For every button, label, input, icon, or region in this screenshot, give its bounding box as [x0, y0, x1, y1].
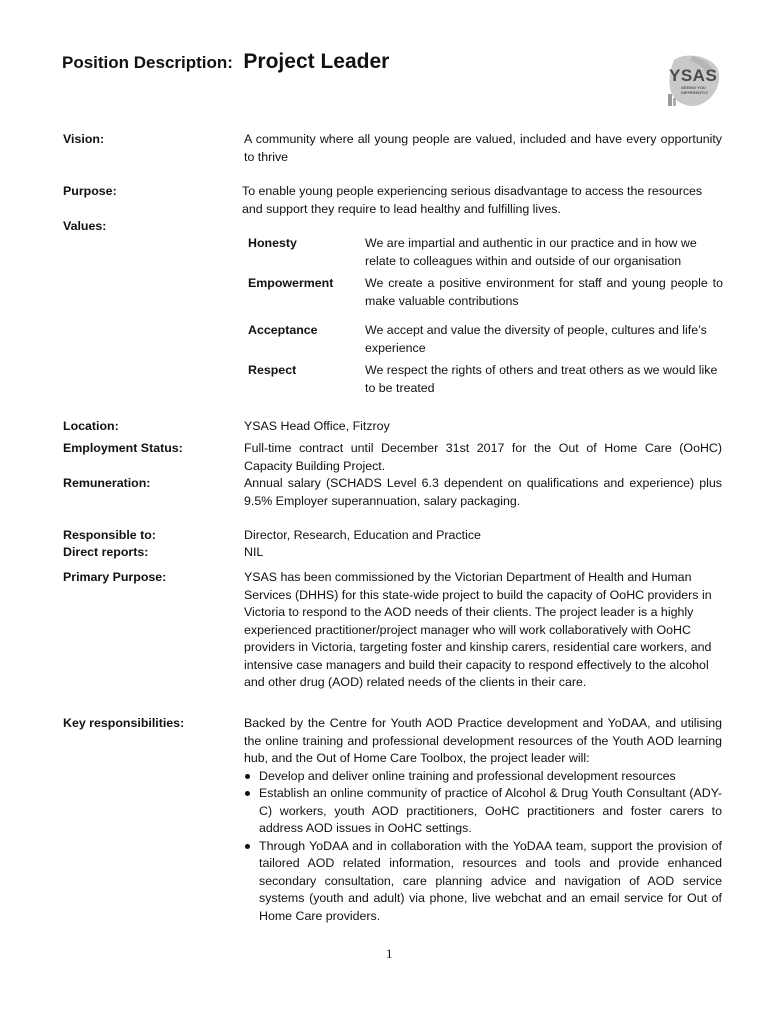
location-label: Location:	[63, 419, 119, 433]
employment-status-value: Full-time contract until December 31st 2017 for the Out of Home Care (OoHC) Capacity Building Project.	[244, 441, 722, 473]
remuneration-label: Remuneration:	[63, 476, 151, 490]
value-name: Respect	[248, 363, 297, 377]
location-value: YSAS Head Office, Fitzroy	[244, 419, 390, 433]
key-responsibilities-label: Key responsibilities:	[63, 716, 185, 730]
ysas-logo	[662, 52, 726, 112]
vision-text: A community where all young people are valued, included and have every opportunity to thrive	[244, 132, 722, 164]
direct-reports-value: NIL	[244, 545, 264, 559]
purpose-text: To enable young people experiencing serious disadvantage to access the resources and support they require to lead healthy and fulfilling lives.	[242, 184, 703, 216]
responsible-to-label: Responsible to:	[63, 528, 156, 542]
vision-label: Vision:	[63, 132, 105, 146]
page-number: 1	[386, 946, 393, 961]
value-description: We are impartial and authentic in our practice and in how we relate to colleagues within and outside of our organisation	[365, 236, 697, 268]
list-item: Establish an online community of practice of Alcohol & Drug Youth Consultant (ADY-C) workers, youth AOD practitioners, OoHC practitioners and foster carers to address AOD issues in OoHC settings.	[244, 785, 722, 838]
logo-tagline: SEEING YOU DIFFERENTLY	[681, 85, 709, 95]
logo-wordmark: YSAS	[669, 66, 718, 85]
page-title	[62, 50, 389, 74]
key-responsibilities-section	[244, 715, 722, 925]
primary-purpose-value: YSAS has been commissioned by the Victorian Department of Health and Human Services (DHHS) for this state-wide project to build the capacity of OoHC providers in Victoria to respond to the AOD needs of their clients. The project leader is a highly experienced practitioner/project manager who will work collaboratively with OoHC providers in Victoria, targeting foster and kinship carers, residential care workers, and intensive case managers and build their capacity to respond effectively to the alcohol and other drug (AOD) related needs of the clients in their care.	[244, 570, 712, 689]
primary-purpose-label: Primary Purpose:	[63, 570, 167, 584]
employment-status-label: Employment Status:	[63, 441, 183, 455]
remuneration-value: Annual salary (SCHADS Level 6.3 dependent on qualifications and experience) plus 9.5% Employer superannuation, salary packaging.	[244, 476, 722, 508]
list-item: Through YoDAA and in collaboration with the YoDAA team, support the provision of tailored AOD related information, resources and tools and provide enhanced secondary consultation, care planning advice and navigation of AOD service systems (youth and adult) via phone, live webchat and an email service for Out of Home Care providers.	[244, 838, 722, 926]
value-description: We create a positive environment for staff and young people to make valuable contributions	[365, 276, 723, 308]
responsibilities-list	[244, 768, 722, 926]
value-name: Honesty	[248, 236, 297, 250]
key-responsibilities-intro: Backed by the Centre for Youth AOD Practice development and YoDAA, and utilising the online training and professional development resources of the Youth AOD learning hub, and the Out of Home Care Toolbox, the project leader will:	[244, 716, 722, 765]
value-name: Acceptance	[248, 323, 318, 337]
responsible-to-value: Director, Research, Education and Practice	[244, 528, 481, 542]
direct-reports-label: Direct reports:	[63, 545, 149, 559]
value-description: We respect the rights of others and treat others as we would like to be treated	[365, 363, 718, 395]
list-item: Develop and deliver online training and professional development resources	[244, 768, 722, 786]
value-description: We accept and value the diversity of people, cultures and life’s experience	[365, 323, 707, 355]
position-title: Project Leader	[243, 50, 390, 73]
values-label: Values:	[63, 219, 107, 233]
position-description-label: Position Description:	[62, 53, 233, 72]
purpose-label: Purpose:	[63, 184, 117, 198]
value-name: Empowerment	[248, 276, 334, 290]
